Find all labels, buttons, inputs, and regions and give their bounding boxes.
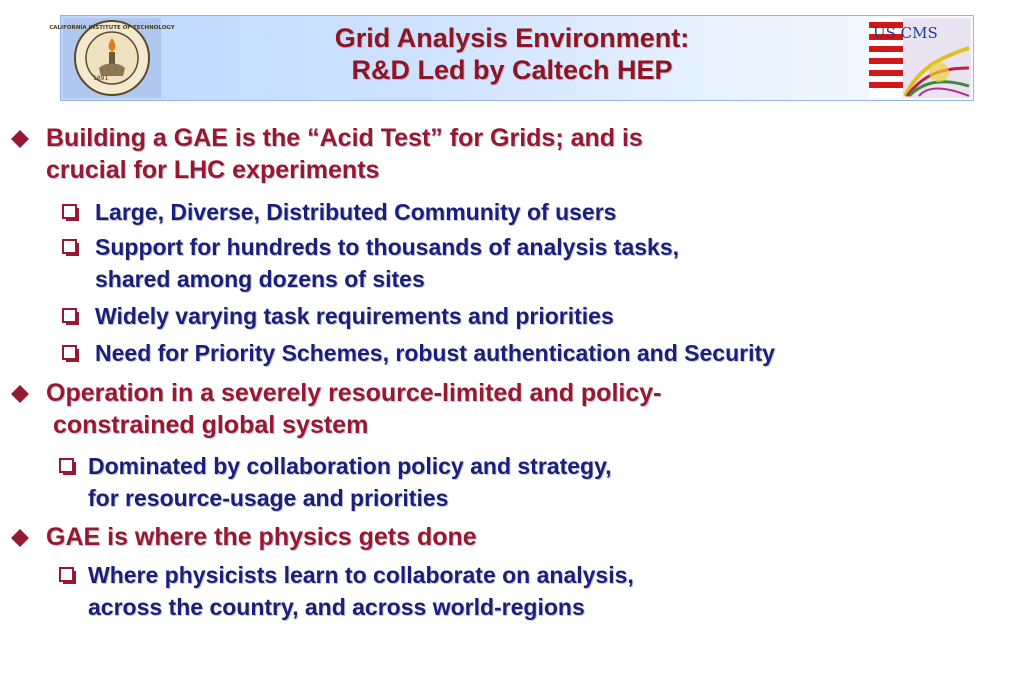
bullet-3 xyxy=(46,521,477,553)
sub-bullet-1-1 xyxy=(95,196,616,228)
uscms-text: US CMS xyxy=(873,24,938,42)
bullet-3-line-1: GAE is where the physics gets done xyxy=(46,523,477,551)
sub-bullet-2-1-line-1: Dominated by collaboration policy and strategy, xyxy=(88,453,612,479)
diamond-bullet-icon xyxy=(10,384,30,404)
sub-bullet-3-1-line-1: Where physicists learn to collaborate on analysis, xyxy=(88,562,634,588)
bullet-1 xyxy=(46,122,643,186)
bullet-1-line-2: crucial for LHC experiments xyxy=(46,156,380,184)
square-bullet-icon xyxy=(60,306,82,328)
sub-bullet-1-1-line-1: Large, Diverse, Distributed Community of users xyxy=(95,199,617,225)
square-bullet-icon xyxy=(60,343,82,365)
sub-bullet-1-3-line-1: Widely varying task requirements and priorities xyxy=(95,303,614,329)
title-line-1: Grid Analysis Environment: xyxy=(334,23,690,53)
bullet-2 xyxy=(46,377,661,441)
diamond-bullet-icon xyxy=(10,129,30,149)
seal-text: CALIFORNIA INSTITUTE OF TECHNOLOGY xyxy=(49,25,175,31)
sub-bullet-3-1 xyxy=(88,559,634,623)
diamond-bullet-icon xyxy=(10,528,30,548)
sub-bullet-3-1-line-2: across the country, and across world-regions xyxy=(88,594,585,620)
bullet-2-line-2: constrained global system xyxy=(46,411,369,439)
title-line-2: R&D Led by Caltech HEP xyxy=(351,55,673,85)
bullet-1-line-1: Building a GAE is the “Acid Test” for Grids; and is xyxy=(46,124,643,152)
square-bullet-icon xyxy=(60,237,82,259)
sub-bullet-1-2 xyxy=(95,231,679,295)
sub-bullet-1-2-line-1: Support for hundreds to thousands of analysis tasks, xyxy=(95,234,680,260)
bullet-2-line-1: Operation in a severely resource-limited and policy- xyxy=(46,379,662,407)
sub-bullet-1-4-line-1: Need for Priority Schemes, robust authentication and Security xyxy=(95,340,775,366)
sub-bullet-1-4 xyxy=(95,337,775,369)
square-bullet-icon xyxy=(57,456,79,478)
sub-bullet-2-1 xyxy=(88,450,612,514)
square-bullet-icon xyxy=(57,565,79,587)
sub-bullet-2-1-line-2: for resource-usage and priorities xyxy=(88,485,449,511)
sub-bullet-1-3 xyxy=(95,300,614,332)
square-bullet-icon xyxy=(60,202,82,224)
seal-year: 1891 xyxy=(93,75,109,82)
sub-bullet-1-2-line-2: shared among dozens of sites xyxy=(95,266,425,292)
